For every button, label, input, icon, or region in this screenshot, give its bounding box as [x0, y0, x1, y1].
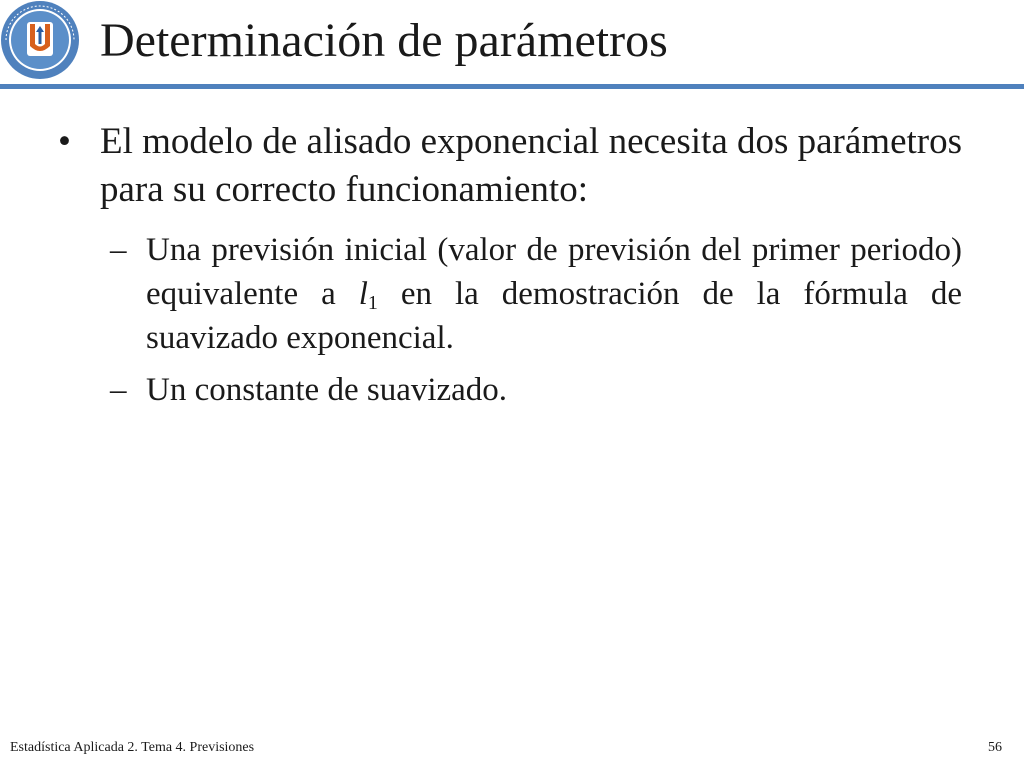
math-variable-l: l — [358, 276, 368, 312]
sub-bullet-text: Un constante de suavizado. — [146, 372, 508, 408]
sub-bullet-text-part2: en la demostración de la fórmula de suavizado exponencial. — [146, 276, 963, 356]
sub-bullet-text-part1: Una previsión inicial (valor de previsión del primer periodo) equivalente a — [146, 232, 962, 312]
footer-course-label: Estadística Aplicada 2. Tema 4. Previsiones — [10, 740, 255, 755]
sub-bullet-list — [0, 228, 1024, 412]
main-bullet-text: El modelo de alisado exponencial necesita dos parámetros para su correcto funcionamiento: — [100, 121, 963, 210]
title-divider — [0, 84, 1024, 89]
sub-bullet-marker: – — [110, 372, 127, 408]
bullet-marker: • — [58, 121, 71, 162]
sub-bullet-initial-forecast — [110, 228, 963, 360]
university-seal-icon — [0, 0, 82, 82]
page-number: 56 — [988, 740, 1002, 755]
sub-bullet-marker: – — [110, 232, 127, 268]
main-bullet — [58, 118, 963, 214]
sub-bullet-smoothing-constant — [110, 368, 962, 412]
slide-content — [0, 118, 1024, 420]
slide-title: Determinación de parámetros — [100, 14, 668, 67]
math-subscript: 1 — [367, 292, 378, 314]
